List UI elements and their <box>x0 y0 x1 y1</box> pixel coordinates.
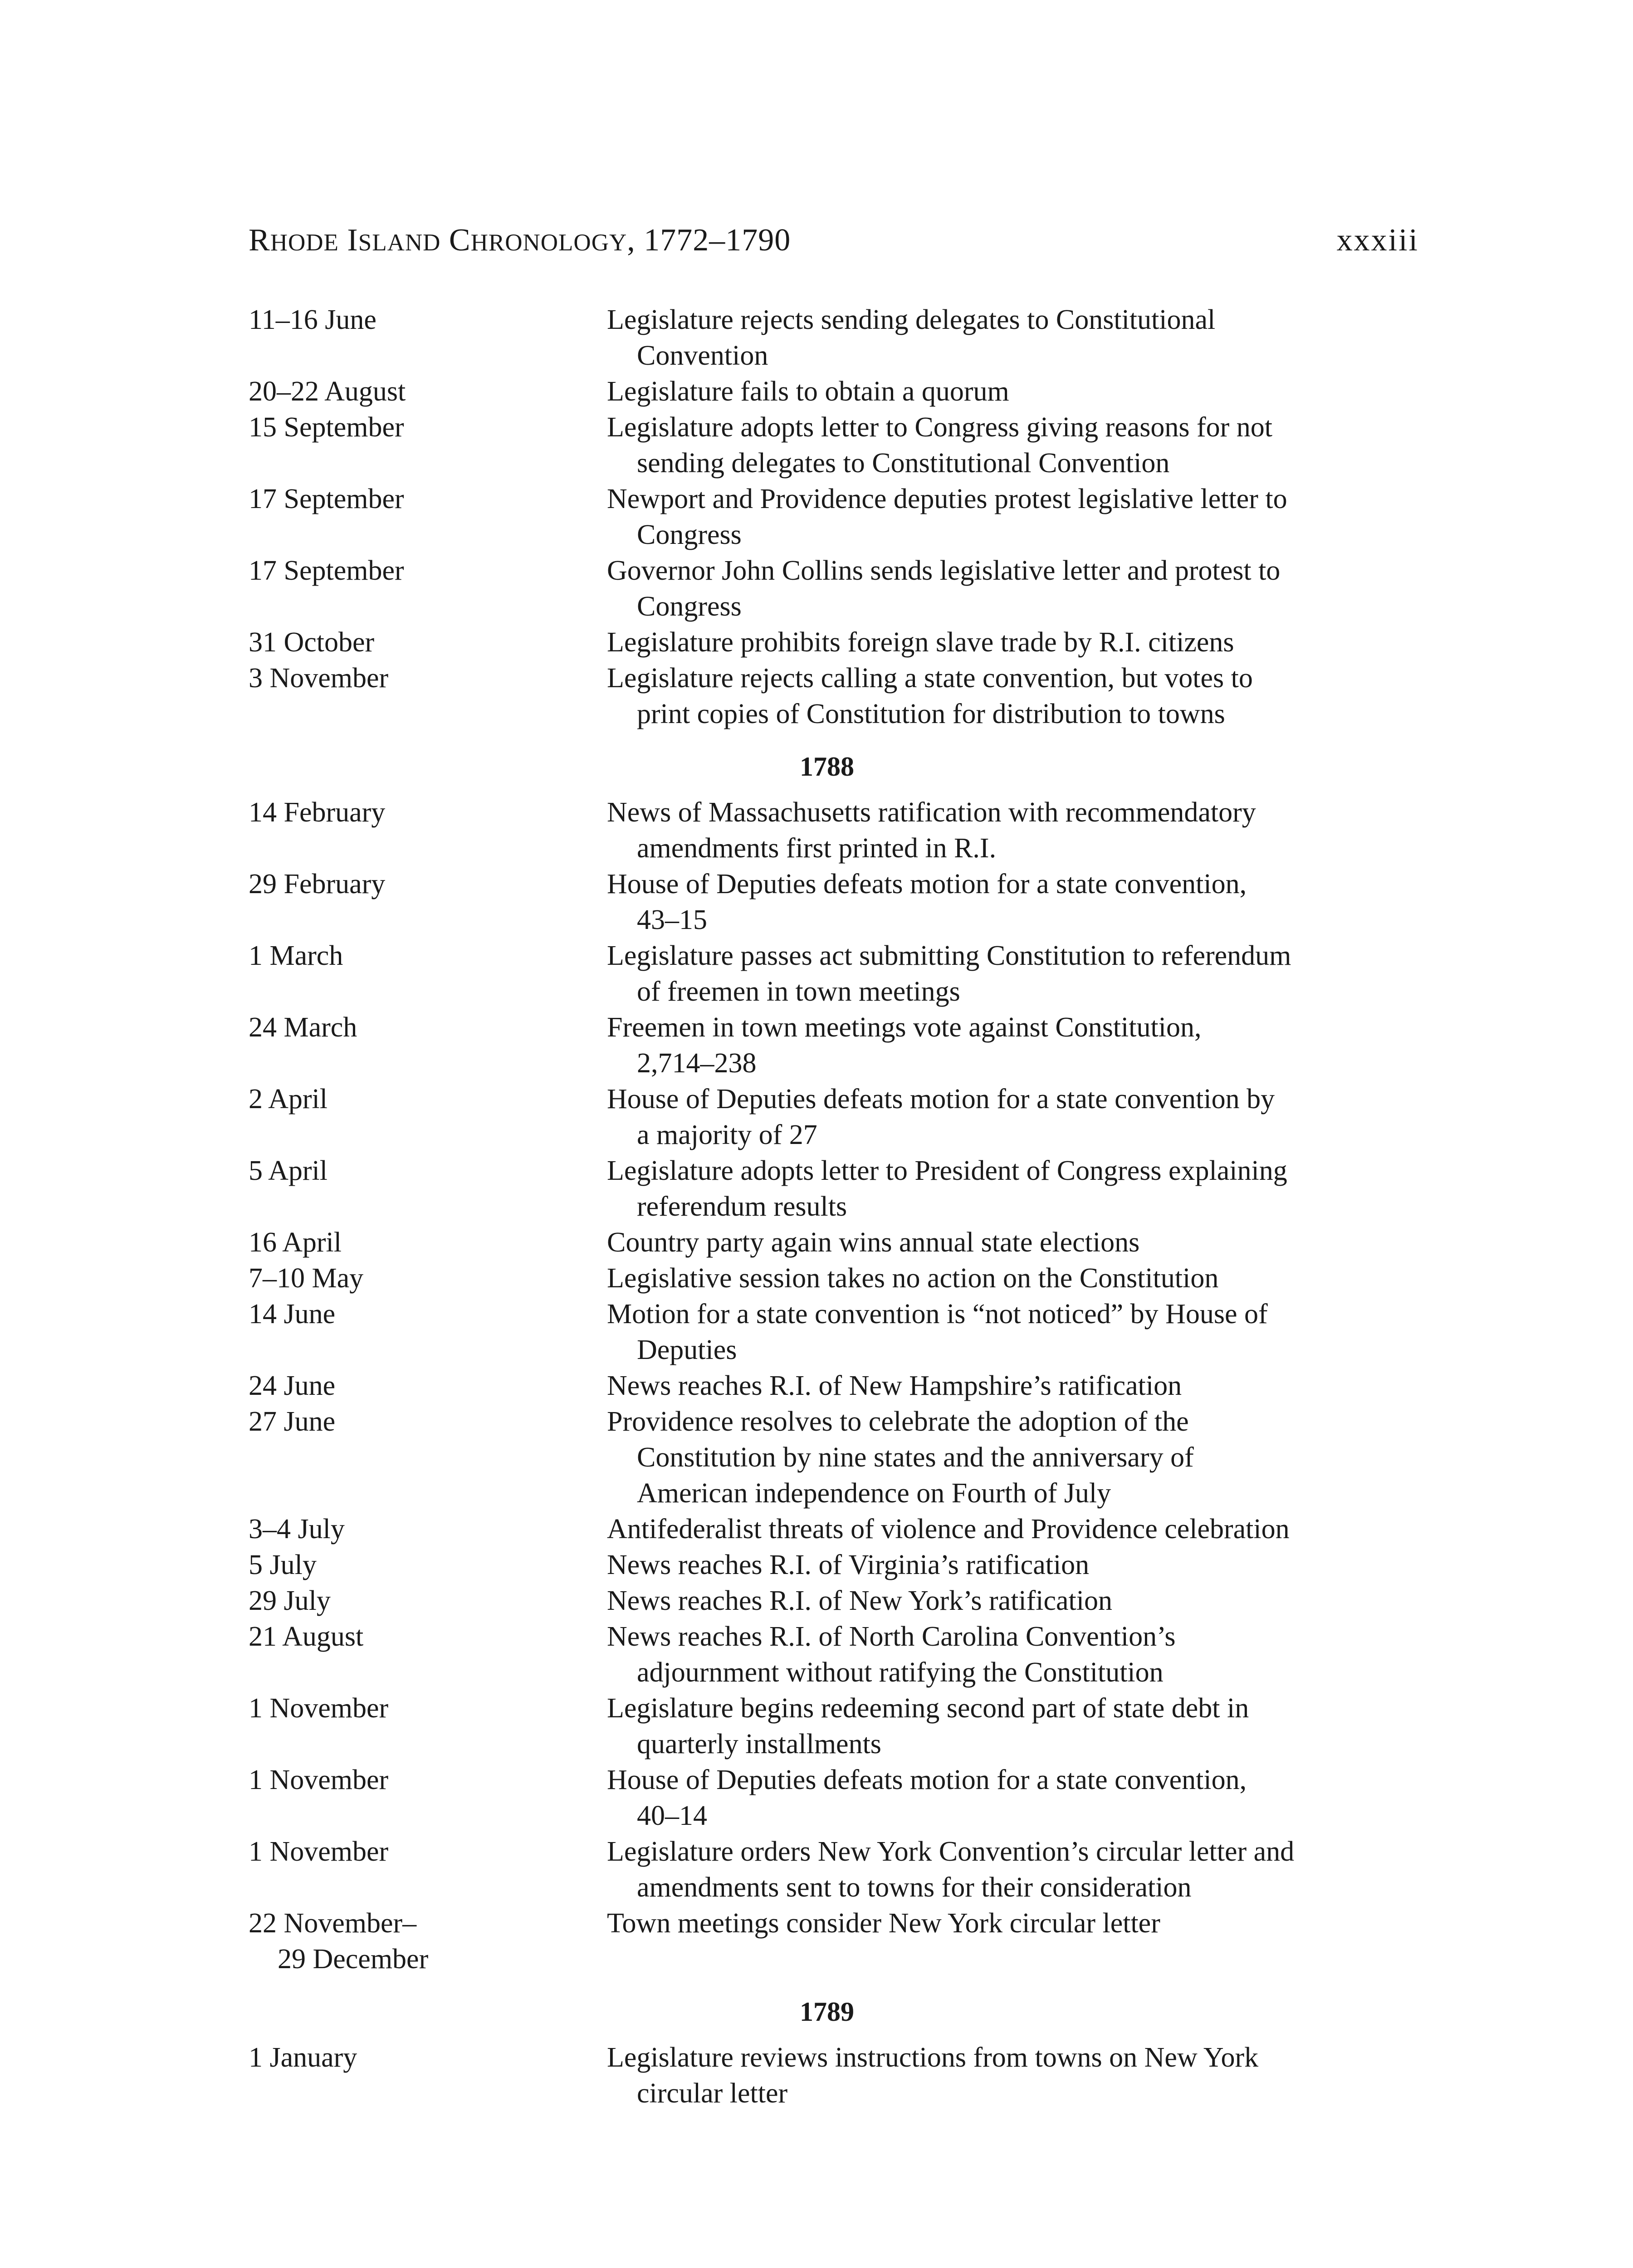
entry-event <box>607 1153 1419 1225</box>
entry-date <box>249 1368 607 1404</box>
entry-date-line: 22 November– <box>249 1908 417 1939</box>
chronology-entry <box>249 1225 1419 1261</box>
entry-date-line: 1 January <box>249 2042 357 2073</box>
entry-event-line: Legislature begins redeeming second part of state debt in <box>607 1693 1249 1724</box>
entry-event <box>607 660 1419 732</box>
entry-event-line: Legislature adopts letter to Congress giving reasons for not <box>607 412 1273 443</box>
entry-date-line: 1 November <box>249 1765 389 1795</box>
chronology-entry <box>249 625 1419 660</box>
entry-event-line: Legislature rejects sending delegates to Constitutional <box>607 304 1216 335</box>
chronology-entry <box>249 1404 1419 1511</box>
entry-date-line: 31 October <box>249 627 375 658</box>
entry-event-line: circular letter <box>637 2078 788 2109</box>
entry-date <box>249 1261 607 1296</box>
chronology-entry <box>249 1296 1419 1368</box>
entry-event <box>607 481 1419 553</box>
entry-event-line: Legislature fails to obtain a quorum <box>607 376 1009 407</box>
year-heading: 1789 <box>800 1997 854 2027</box>
entry-date <box>249 302 607 374</box>
entry-date-line: 3 November <box>249 663 389 694</box>
chronology-entry <box>249 302 1419 374</box>
entry-event-line: Legislature orders New York Convention’s circular letter and <box>607 1836 1295 1867</box>
entry-date-line: 29 December <box>278 1944 429 1975</box>
entry-event <box>607 1225 1419 1261</box>
entry-event <box>607 1691 1419 1762</box>
entry-event-line: Legislative session takes no action on the Constitution <box>607 1263 1219 1294</box>
entry-date-line: 24 June <box>249 1370 336 1401</box>
entry-event-line: Convention <box>637 340 768 371</box>
entry-event-line: News reaches R.I. of North Carolina Convention’s <box>607 1621 1176 1652</box>
entry-date <box>249 1153 607 1225</box>
entry-event-line: Legislature adopts letter to President of Congress explaining <box>607 1155 1287 1186</box>
chronology-entry <box>249 481 1419 553</box>
entry-date <box>249 2040 607 2112</box>
entry-event <box>607 2040 1419 2112</box>
chronology-entry <box>249 410 1419 481</box>
entry-event-line: Deputies <box>637 1334 737 1365</box>
entry-event-line: News reaches R.I. of New York’s ratification <box>607 1585 1113 1616</box>
entry-date-line: 7–10 May <box>249 1263 364 1294</box>
entry-event <box>607 795 1419 866</box>
entry-event-line: 2,714–238 <box>637 1048 757 1079</box>
entry-date-line: 29 February <box>249 869 386 899</box>
chronology-entry <box>249 866 1419 938</box>
chronology-entry <box>249 938 1419 1010</box>
entry-event-line: of freemen in town meetings <box>637 976 960 1007</box>
entry-date-line: 1 November <box>249 1693 389 1724</box>
entry-date <box>249 1762 607 1834</box>
entry-event <box>607 1583 1419 1619</box>
entry-event-line: sending delegates to Constitutional Convention <box>637 448 1170 479</box>
entry-date <box>249 553 607 625</box>
entry-event-line: Freemen in town meetings vote against Constitution, <box>607 1012 1202 1043</box>
entry-event-line: 40–14 <box>637 1800 707 1831</box>
entry-event-line: amendments first printed in R.I. <box>637 833 997 864</box>
running-title: RHODE ISLAND CHRONOLOGY, 1772–1790 <box>249 223 791 258</box>
chronology-entry <box>249 1906 1419 1977</box>
entry-date-line: 17 September <box>249 555 404 586</box>
entry-date <box>249 1404 607 1511</box>
chronology-entry <box>249 2040 1419 2112</box>
entry-date <box>249 1081 607 1153</box>
entry-date <box>249 938 607 1010</box>
entry-event <box>607 1010 1419 1081</box>
entry-event <box>607 1404 1419 1511</box>
entry-event <box>607 1261 1419 1296</box>
entry-event-line: Governor John Collins sends legislative letter and protest to <box>607 555 1281 586</box>
entry-date-line: 21 August <box>249 1621 364 1652</box>
entry-date-line: 3–4 July <box>249 1514 345 1545</box>
entry-date-line: 16 April <box>249 1227 342 1258</box>
chronology-entry <box>249 795 1419 866</box>
chronology-entry <box>249 553 1419 625</box>
chronology-entry <box>249 1834 1419 1906</box>
entry-event-line: Constitution by nine states and the anniversary of <box>637 1442 1194 1473</box>
entry-date-line: 29 July <box>249 1585 331 1616</box>
entry-event <box>607 1547 1419 1583</box>
entry-date <box>249 866 607 938</box>
entry-event-line: Country party again wins annual state elections <box>607 1227 1140 1258</box>
entry-date <box>249 410 607 481</box>
entry-date-line: 14 June <box>249 1299 336 1330</box>
entry-date <box>249 795 607 866</box>
entry-event <box>607 374 1419 410</box>
entry-event-line: Congress <box>637 519 742 550</box>
entry-event-line: Legislature rejects calling a state convention, but votes to <box>607 663 1253 694</box>
entry-date-line: 15 September <box>249 412 404 443</box>
entry-date <box>249 625 607 660</box>
entry-date-line: 20–22 August <box>249 376 406 407</box>
chronology-entry <box>249 1547 1419 1583</box>
entry-event <box>607 1081 1419 1153</box>
entry-event <box>607 1762 1419 1834</box>
entry-event-line: Legislature prohibits foreign slave trade by R.I. citizens <box>607 627 1234 658</box>
chronology-entry <box>249 1619 1419 1691</box>
entry-event-line: print copies of Constitution for distribution to towns <box>637 699 1225 729</box>
entry-date-line: 27 June <box>249 1406 336 1437</box>
entry-event <box>607 938 1419 1010</box>
entry-event-line: quarterly installments <box>637 1729 881 1760</box>
entry-date <box>249 1296 607 1368</box>
entry-date <box>249 1010 607 1081</box>
entry-event-line: Motion for a state convention is “not noticed” by House of <box>607 1299 1268 1330</box>
entry-event-line: 43–15 <box>637 904 707 935</box>
entry-date-line: 1 November <box>249 1836 389 1867</box>
entry-event <box>607 625 1419 660</box>
entry-date-line: 5 April <box>249 1155 328 1186</box>
entry-date-line: 2 April <box>249 1084 328 1114</box>
entry-date <box>249 481 607 553</box>
entry-event-line: adjournment without ratifying the Constitution <box>637 1657 1164 1688</box>
entry-event <box>607 866 1419 938</box>
chronology-entry <box>249 1762 1419 1834</box>
chronology-entry <box>249 1511 1419 1547</box>
running-header <box>249 218 1419 263</box>
entry-date <box>249 1547 607 1583</box>
chronology-entry <box>249 374 1419 410</box>
chronology-entry <box>249 1583 1419 1619</box>
chronology-entry <box>249 1081 1419 1153</box>
entry-event <box>607 1368 1419 1404</box>
entry-date-line: 5 July <box>249 1549 317 1580</box>
entry-date-line: 11–16 June <box>249 304 376 335</box>
entry-event-line: Legislature reviews instructions from towns on New York <box>607 2042 1259 2073</box>
entry-date <box>249 660 607 732</box>
entry-event <box>607 1906 1419 1977</box>
chronology-entry <box>249 1691 1419 1762</box>
entry-date <box>249 1834 607 1906</box>
entry-event-line: amendments sent to towns for their consideration <box>637 1872 1192 1903</box>
entry-date <box>249 1225 607 1261</box>
entry-event-line: Newport and Providence deputies protest legislative letter to <box>607 484 1287 514</box>
page-number: xxxiii <box>1336 223 1419 258</box>
entry-event-line: News reaches R.I. of Virginia’s ratification <box>607 1549 1090 1580</box>
entry-event-line: House of Deputies defeats motion for a state convention by <box>607 1084 1275 1114</box>
entry-date <box>249 1691 607 1762</box>
entry-date-line: 17 September <box>249 484 404 514</box>
entry-event <box>607 410 1419 481</box>
chronology-entry <box>249 660 1419 732</box>
entry-event-line: Providence resolves to celebrate the adoption of the <box>607 1406 1189 1437</box>
chronology-entry <box>249 1010 1419 1081</box>
entry-event-line: referendum results <box>637 1191 847 1222</box>
entry-date <box>249 1511 607 1547</box>
entry-event-line: American independence on Fourth of July <box>637 1478 1111 1509</box>
entry-event-line: a majority of 27 <box>637 1119 817 1150</box>
chronology-entry <box>249 1368 1419 1404</box>
entry-event-line: House of Deputies defeats motion for a state convention, <box>607 1765 1247 1795</box>
entry-date-line: 14 February <box>249 797 386 828</box>
entry-date <box>249 1619 607 1691</box>
entry-date-line: 24 March <box>249 1012 357 1043</box>
entry-event-line: News reaches R.I. of New Hampshire’s ratification <box>607 1370 1182 1401</box>
entry-date-line: 1 March <box>249 940 343 971</box>
entry-event <box>607 1619 1419 1691</box>
entry-event <box>607 1834 1419 1906</box>
entry-event-line: Antifederalist threats of violence and Providence celebration <box>607 1514 1290 1545</box>
entry-date <box>249 1583 607 1619</box>
year-heading: 1788 <box>800 752 854 782</box>
entry-event <box>607 553 1419 625</box>
chronology-entry <box>249 1261 1419 1296</box>
chronology-entry <box>249 1153 1419 1225</box>
entry-date <box>249 374 607 410</box>
entry-date <box>249 1906 607 1977</box>
entry-event-line: Town meetings consider New York circular letter <box>607 1908 1160 1939</box>
entry-event-line: Legislature passes act submitting Constitution to referendum <box>607 940 1291 971</box>
entry-event-line: Congress <box>637 591 742 622</box>
entry-event <box>607 302 1419 374</box>
entry-event <box>607 1296 1419 1368</box>
entry-event <box>607 1511 1419 1547</box>
entry-event-line: News of Massachusetts ratification with recommendatory <box>607 797 1256 828</box>
chronology-list <box>249 302 1419 2112</box>
entry-event-line: House of Deputies defeats motion for a state convention, <box>607 869 1247 899</box>
